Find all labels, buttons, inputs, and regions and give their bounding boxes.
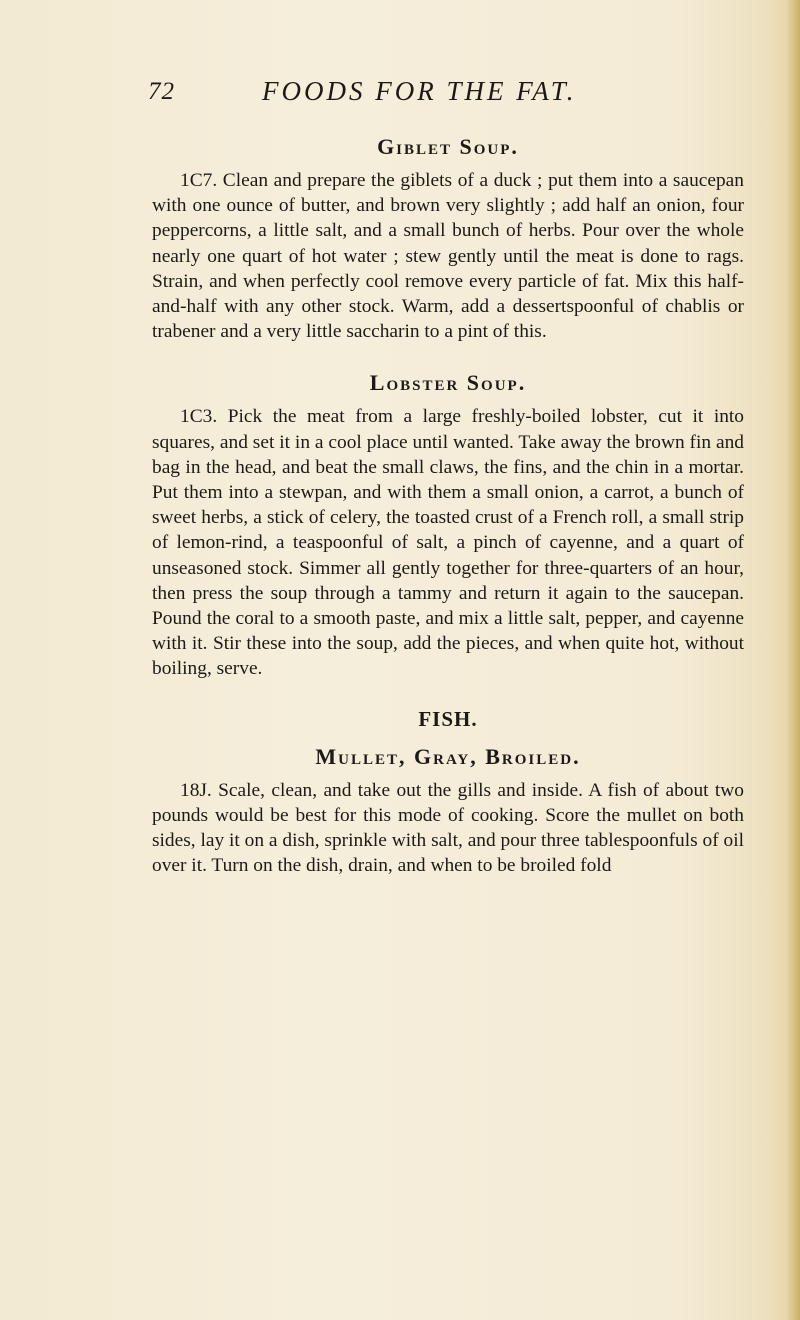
recipe-heading-giblet-soup: Giblet Soup. (377, 134, 519, 159)
page-edge-shading (786, 0, 800, 1320)
page-body (152, 130, 744, 878)
recipe-paragraph-lobster-soup: 1C3. Pick the meat from a large freshly-boiled lobster, cut it into squares, and set it in a cool place until wanted. Take away the brown fin and bag in the head, and beat the small claws, the fins, and the chin in a mortar. Put them into a stewpan, and with them a small onion, a carrot, a bunch of sweet herbs, a stick of celery, the toasted crust of a French roll, a small strip of lemon-rind, a teaspoonful of salt, a pinch of cayenne, and a quart of unseasoned stock. Simmer all gently together for three-quarters of an hour, then press the soup through a tammy and return it again to the saucepan. Pound the coral to a smooth paste, and mix a little salt, pepper, and cayenne with it. Stir these into the soup, add the pieces, and when quite hot, without boiling, serve. (152, 406, 744, 680)
page-header (0, 78, 800, 118)
running-title: FOODS FOR THE FAT. (262, 76, 577, 106)
recipe-heading-mullet: Mullet, Gray, Broiled. (315, 743, 581, 769)
recipe-heading-lobster-soup: Lobster Soup. (369, 370, 527, 396)
section-title-fish: FISH. (418, 706, 478, 731)
recipe-paragraph-mullet: 18J. Scale, clean, and take out the gills and inside. A fish of about two pounds would be best for this mode of cooking. Score the mullet on both sides, lay it on a dish, sprinkle with salt, and pour three tablespoonfuls of oil over it. Turn on the dish, drain, and when to be broiled fold (152, 779, 744, 877)
recipe-paragraph-giblet-soup: 1C7. Clean and prepare the giblets of a duck ; put them into a saucepan with one ounce of butter, and brown very slightly ; add half an onion, four peppercorns, a little salt, and a small bunch of herbs. Pour over the whole nearly one quart of hot water ; stew gently until the meat is done to rags. Strain, and when perfectly cool remove every particle of fat. Mix this half-and-half with any other stock. Warm, add a dessertspoonful of chablis or trabener and a very little saccharin to a pint of this. (152, 170, 744, 343)
page-number: 72 (148, 78, 175, 105)
